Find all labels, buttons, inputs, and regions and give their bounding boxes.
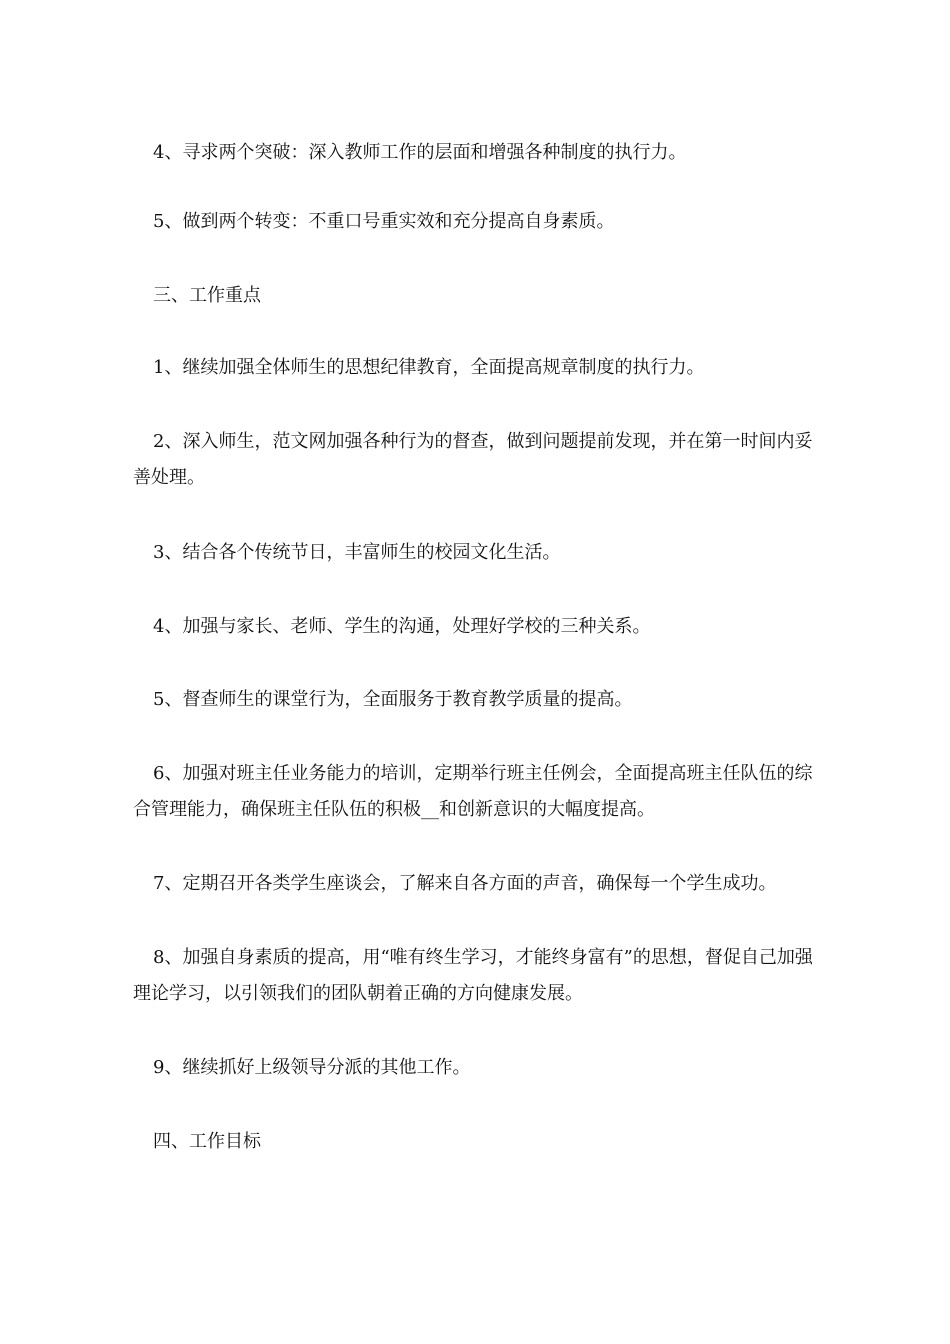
- paragraph-focus-3: 3、结合各个传统节日，丰富师生的校园文化生活。: [153, 542, 561, 563]
- paragraph-focus-8: 8、加强自身素质的提高，用“唯有终生学习，才能终身富有”的思想，督促自己加强理论学习，以引领我们的团队朝着正确的方向健康发展。: [133, 947, 813, 1004]
- paragraph-focus-4: 4、加强与家长、老师、学生的沟通，处理好学校的三种关系。: [153, 616, 651, 637]
- paragraph-focus-6: 6、加强对班主任业务能力的培训，定期举行班主任例会，全面提高班主任队伍的综合管理能力，确保班主任队伍的积极__和创新意识的大幅度提高。: [133, 763, 813, 820]
- paragraph-breakthroughs: 4、寻求两个突破：深入教师工作的层面和增强各种制度的执行力。: [153, 142, 687, 163]
- section-heading-work-goals: 四、工作目标: [153, 1131, 261, 1152]
- paragraph-transformations: 5、做到两个转变：不重口号重实效和充分提高自身素质。: [153, 211, 615, 232]
- paragraph-focus-9: 9、继续抓好上级领导分派的其他工作。: [153, 1057, 471, 1078]
- paragraph-focus-2: 2、深入师生，范文网加强各种行为的督查，做到问题提前发现，并在第一时间内妥善处理。: [133, 431, 813, 488]
- paragraph-focus-7: 7、定期召开各类学生座谈会，了解来自各方面的声音，确保每一个学生成功。: [153, 873, 777, 894]
- section-heading-work-focus: 三、工作重点: [153, 285, 261, 306]
- paragraph-focus-1: 1、继续加强全体师生的思想纪律教育，全面提高规章制度的执行力。: [153, 357, 705, 378]
- paragraph-focus-5: 5、督查师生的课堂行为，全面服务于教育教学质量的提高。: [153, 689, 633, 710]
